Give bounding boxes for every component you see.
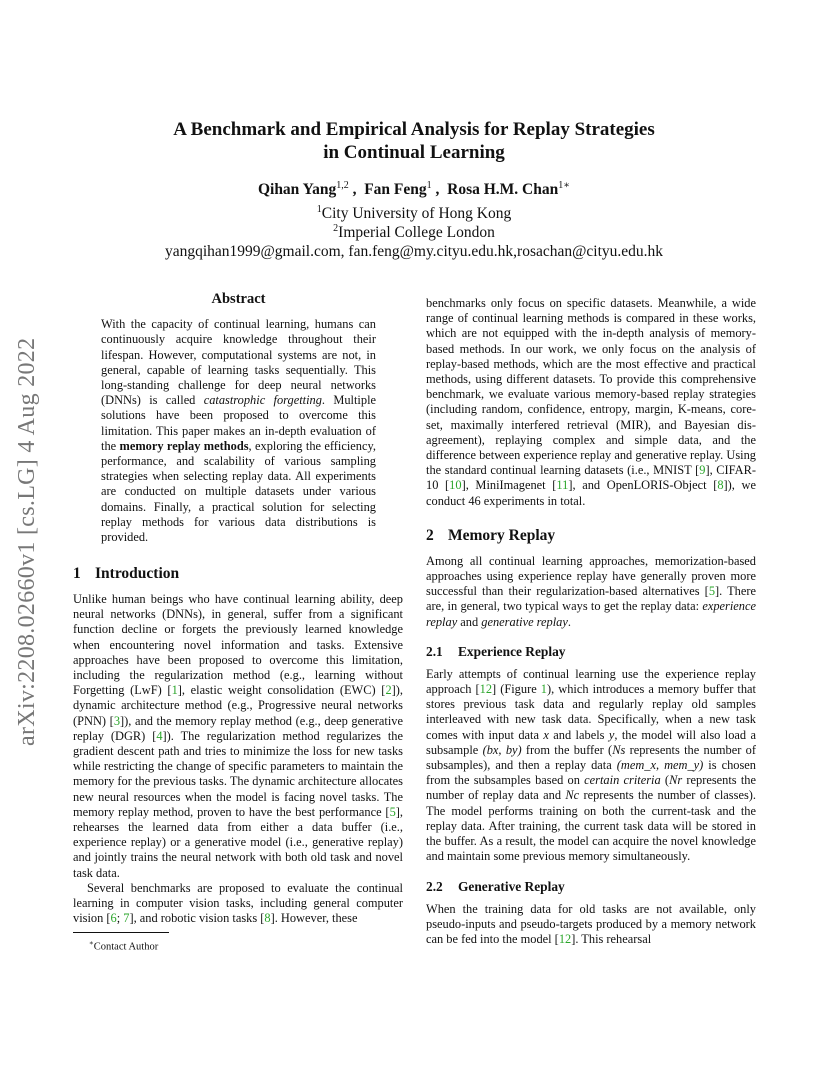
affil-mark: 1: [316, 204, 322, 215]
text: ), which introduces a memory buffer that stores previous task data and regularly replay old samples interleaved with new task data. Specifically, when a new task comes with input data: [426, 682, 756, 742]
footnote-mark: ∗: [89, 939, 94, 947]
footnote-rule: [73, 932, 169, 933]
text: ], elastic weight consolidation (EWC) [: [177, 683, 386, 698]
paragraph: [426, 554, 756, 630]
abstract-bold: memory replay methods: [119, 438, 249, 453]
affil-name: Imperial College London: [338, 224, 495, 242]
affiliation-2: [0, 223, 828, 242]
right-column: [426, 296, 756, 947]
text: is chosen from the subsamples based on: [426, 758, 756, 788]
citation-link[interactable]: 5: [389, 804, 396, 819]
math-symbol: x: [543, 727, 549, 742]
text: , the model will also load a subsample: [426, 727, 756, 757]
footnote: [89, 939, 158, 953]
author-emails: yangqihan1999@gmail.com, fan.feng@my.cityu.edu.hk,rosachan@cityu.edu.hk: [164, 243, 664, 260]
paragraph: [73, 592, 403, 881]
citation-link[interactable]: 3: [113, 713, 121, 728]
abstract: [101, 292, 376, 545]
text: and: [457, 614, 482, 629]
text: from the buffer (: [521, 742, 613, 757]
subsection-title: Generative Replay: [458, 878, 565, 894]
section-number: 1: [73, 565, 81, 582]
text: ], and OpenLORIS-Object [: [568, 478, 718, 493]
paragraph: [426, 667, 756, 865]
subsection-title: Experience Replay: [458, 643, 566, 659]
text: Early attempts of continual learning use the experience replay approach [: [426, 666, 756, 697]
citation-link[interactable]: 1: [171, 683, 178, 698]
subsection-heading: [426, 644, 756, 660]
abstract-text: . Multiple solutions have been proposed to overcome this limitation. This paper makes an in-depth evaluation of the: [101, 393, 377, 453]
paragraph: [73, 881, 403, 927]
text: ]), and the memory replay method (e.g., deep generative replay (DGR) [: [73, 713, 403, 743]
math-symbol: Nr: [669, 773, 683, 788]
text: ], and robotic vision tasks [: [129, 911, 265, 926]
text: ], MiniImagenet [: [461, 478, 557, 493]
citation-link[interactable]: 12: [558, 931, 572, 946]
text: (: [660, 773, 670, 788]
subsection-heading: [426, 879, 756, 895]
text: ]), dynamic architecture method (e.g., Progressive neural networks (PNN) [: [73, 683, 403, 728]
emphasis: experience replay: [426, 599, 756, 629]
emphasis: certain criteria: [584, 773, 661, 788]
paragraph: [426, 296, 756, 509]
text: ], CIFAR-10 [: [426, 463, 756, 493]
text: ]), we conduct 46 experiments in total.: [426, 478, 756, 508]
section-title: Introduction: [95, 565, 180, 582]
author-affil-mark: 1,2: [336, 180, 349, 191]
text: benchmarks only focus on specific datasets. Meanwhile, a wide range of continual learning methods is compared in these works, which are not equipped with the in-depth analysis of memory-based methods. In our work, we only focus on the analysis of replay-based methods, which are the most effective and practical methods, using different datasets. To provide this comprehensive benchmark, we evaluate various memory-based replay strategies (including random, confidence, entropy, margin, K-means, core-set, maximally interfered retrieval (MIR), and Bayesian dis-agreement), replaying complex and simple data, and the difference between experience replay and generative replay. Using the standard continual learning datasets (i.e., MNIST [: [426, 296, 756, 478]
abstract-emphasis: catastrophic forgetting: [203, 393, 322, 408]
citation-link[interactable]: 11: [556, 478, 569, 493]
author-affil-mark: 1: [426, 180, 432, 191]
text: ] (Figure: [492, 682, 541, 697]
abstract-text: With the capacity of continual learning, humans can continuously acquire knowledge throughout their lifespan. However, computational systems are not, in general, capable of learning tasks sequentially. This long-standing challenge for deep neural networks (DNNs) is called: [101, 317, 376, 408]
text: ]. There are, in general, two typical ways to get the replay data:: [426, 584, 756, 614]
section-heading: [73, 565, 403, 583]
author-affil-mark: 1∗: [558, 180, 571, 191]
section-title: Memory Replay: [448, 526, 556, 544]
author-name: Qihan Yang: [257, 181, 337, 199]
citation-link[interactable]: 5: [708, 584, 716, 599]
citation-link[interactable]: 8: [717, 478, 724, 493]
abstract-heading: Abstract: [211, 291, 266, 307]
affil-name: City University of Hong Kong: [321, 205, 512, 223]
text: ]. This rehearsal: [571, 931, 652, 946]
affiliation-1: [0, 204, 828, 223]
citation-link[interactable]: 10: [449, 478, 462, 493]
math-symbol: y: [608, 727, 615, 742]
subsection-number: 2.2: [426, 878, 443, 894]
paragraph: [426, 902, 756, 948]
arxiv-identifier: arXiv:2208.02660v1 [cs.LG] 4 Aug 2022: [14, 337, 40, 746]
footnote-text: Contact Author: [93, 941, 159, 953]
text: Unlike human beings who have continual learning ability, deep neural networks (DNNs), in general, suffer from a significant function decline or forgets the previously learned knowledge when encountering novel information and tasks. Extensive approaches have been proposed to overcome this limitation, including the regularization method (e.g., learning without Forgetting (LwF) [: [73, 592, 403, 698]
citation-link[interactable]: 4: [156, 728, 163, 743]
emphasis: generative replay: [481, 614, 568, 629]
section-number: 2: [426, 526, 434, 544]
citation-link[interactable]: 12: [479, 682, 493, 697]
text: represents the number of subsamples), and then a replay data: [426, 742, 756, 773]
section-heading: [426, 527, 756, 545]
citation-link[interactable]: 6: [110, 911, 117, 926]
citation-link[interactable]: 2: [385, 683, 392, 698]
subsection-number: 2.1: [426, 643, 443, 659]
text: ]. However, these: [270, 911, 358, 926]
text: and labels: [548, 727, 609, 742]
abstract-body: [101, 317, 376, 545]
text: Among all continual learning approaches, memorization-based approaches using experience replay have generally proven more successful than their regularization-based alternatives [: [426, 553, 756, 599]
citation-link[interactable]: 8: [264, 911, 271, 926]
citation-link[interactable]: 9: [699, 463, 706, 478]
text: ;: [116, 911, 124, 926]
text: When the training data for old tasks are not available, only pseudo-inputs and pseudo-targets produced by a memory network can be fed into the model [: [426, 901, 756, 946]
author-name: Rosa H.M. Chan: [447, 181, 559, 199]
left-column: [73, 565, 403, 926]
math-symbol: (mem_x, mem_y): [616, 758, 704, 773]
math-symbol: Nc: [565, 788, 580, 803]
affil-mark: 2: [333, 223, 339, 234]
paper-title: [0, 118, 828, 164]
text: represents the number of classes). The model performs training on both the current-task and the replay data. After training, the current task data will be stored in the buffer. As a result, the model can acquire the novel knowledge and maintain some previous memory simultaneously.: [426, 788, 756, 864]
text: ], rehearses the learned data from either a data buffer (i.e., experience replay) or a generative model (i.e., generative replay) and jointly trains the neural network with both old task and novel task data.: [73, 804, 403, 880]
abstract-text: , exploring the efficiency, performance, and scalability of various sampling strategies when selecting replay data. All experiments are conducted on multiple datasets under various domains. Finally, a practical solution for selecting replay methods for various data distributions is provided.: [101, 438, 376, 545]
author-name: Fan Feng: [364, 181, 427, 199]
title-line-1: A Benchmark and Empirical Analysis for Replay Strategies: [173, 119, 655, 140]
text: .: [567, 614, 571, 629]
text: Several benchmarks are proposed to evaluate the continual learning in computer vision tasks, including general computer vision [: [73, 880, 403, 926]
text: represents the number of replay data and: [426, 773, 757, 803]
citation-link[interactable]: 7: [123, 911, 130, 926]
math-symbol: Ns: [612, 742, 626, 757]
figure-link[interactable]: 1: [540, 682, 547, 697]
title-line-2: in Continual Learning: [323, 142, 505, 163]
author-list: Qihan Yang$^{1,2}$ , Fan Feng$^1$ , Rosa H.M. Chan$^{1∗}$: [257, 180, 571, 199]
math-symbol: (bx, by): [482, 742, 522, 757]
text: ]). The regularization method regularizes the gradient descent path and tries to minimize the loss for new tasks while restricting the change of specific parameters to maintain the memory for the previous tasks. The dynamic architecture allocates new neural resources when the model is facing novel tasks. The memory replay method, proven to have the best performance [: [73, 728, 403, 819]
